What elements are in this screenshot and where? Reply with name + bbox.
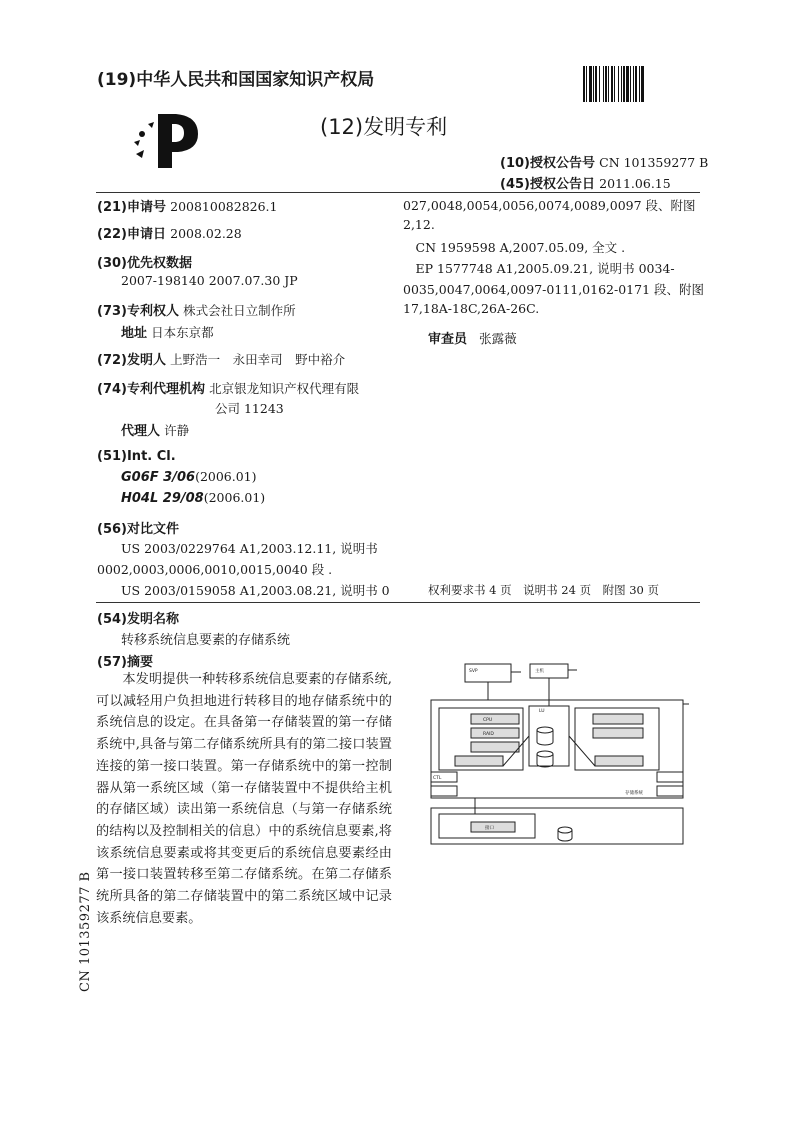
agency-row [97,378,359,397]
application-number-label: (21)申请号 [97,200,166,215]
agency-label: (74)专利代理机构 [97,382,205,397]
barcode-stripe [644,66,645,102]
agent: 许静 [164,423,190,438]
publication-number: CN 101359277 B [599,155,709,170]
patentee: 株式会社日立制作所 [183,303,296,318]
reference-cont-line-5: 0035,0047,0064,0097-0111,0162-0171 段、附图 [403,282,704,297]
reference-line-2: 0002,0003,0006,0010,0015,0040 段 . [97,562,333,577]
application-number: 200810082826.1 [170,199,278,214]
examiner: 张露薇 [479,331,517,346]
application-date: 2008.02.28 [170,226,242,241]
barcode [583,66,701,102]
references-label: (56)对比文件 [97,522,179,537]
office-name: (19)中华人民共和国国家知识产权局 [97,70,375,90]
document-type: (12)发明专利 [320,115,448,139]
abstract-text: 本发明提供一种转移系统信息要素的存储系统,可以减轻用户负担地进行转移目的地存储系统中的系统信息的设定。在具备第一存储装置的第一存储系统中,具备与第二存储系统所具有的第二接口装置连接的第一接口装置。第一存储系统中的第一控制器从第一系统区域（第一存储装置中不提供给主机的存储区域）读出第一系统信息（与第一存储系统的结构以及控制相关的信息）中的系统信息要素,将该系统信息要素或将其变更后的系统信息要素经由第一接口装置转移至第二存储系统。在第二存储系统所具备的第二存储装置中的第二系统区域中记录该系统信息要素。 [96,672,392,926]
fig-label-cpu: CPU [483,718,493,723]
inventors: 上野浩一 永田幸司 野中裕介 [170,352,346,367]
abstract-figure [425,660,693,850]
invention-title: 转移系统信息要素的存储系统 [121,633,291,648]
page-counts: 权利要求书 4 页 说明书 24 页 附图 30 页 [428,583,660,597]
application-date-label: (22)申请日 [97,227,166,242]
publication-number-label: (10)授权公告号 [500,156,595,171]
fig-label-raid: RAID [483,732,494,737]
address-label: 地址 [121,326,148,341]
bib-divider [96,602,700,603]
intcl-2-version: (2006.01) [203,490,266,505]
reference-line-3: US 2003/0159058 A1,2003.08.21, 说明书 0 [121,583,390,598]
publication-date-label: (45)授权公告日 [500,177,595,192]
publication-date-row [500,173,671,192]
application-number-row [97,196,278,215]
intcl-1-version: (2006.01) [195,469,257,484]
priority-data: 2007-198140 2007.07.30 JP [121,273,298,288]
fig-label-ctl: CTL [433,776,442,781]
agent-label: 代理人 [121,424,161,439]
fig-label-host: 主机 [535,669,544,674]
address-row [121,322,214,341]
side-publication-number: CN 101359277 B [78,871,93,992]
patentee-row [97,300,296,319]
patentee-label: (73)专利权人 [97,304,179,319]
inventors-label: (72)发明人 [97,353,166,368]
abstract-label: (57)摘要 [97,655,153,670]
agency-line2: 公司 11243 [215,401,284,416]
examiner-row [428,328,517,347]
reference-cont-line-2: 2,12. [403,217,435,232]
intcl-2-code: H04L 29/08 [121,491,204,506]
fig-label-interface: 接口 [485,826,494,831]
inventors-row [97,349,345,368]
reference-cont-line-4: EP 1577748 A1,2005.09.21, 说明书 0034- [403,261,675,276]
address: 日本东京都 [151,325,214,340]
fig-label-lu: LU [539,709,545,714]
intcl-2-row [121,490,265,506]
title-label: (54)发明名称 [97,612,179,627]
application-date-row [97,223,242,242]
reference-cont-line-6: 17,18A-18C,26A-26C. [403,301,540,316]
cnipa-logo [128,110,206,172]
intcl-1-code: G06F 3/06 [121,470,196,485]
agent-row [121,420,189,439]
priority-label: (30)优先权数据 [97,256,192,271]
agency-line1: 北京银龙知识产权代理有限 [209,381,360,396]
reference-cont-line-1: 027,0048,0054,0056,0074,0089,0097 段、附图 [403,198,696,213]
fig-label-svp: SVP [469,669,478,674]
publication-date: 2011.06.15 [599,176,671,191]
intcl-label: (51)Int. Cl. [97,449,176,464]
intcl-1-row [121,469,257,485]
header-divider [96,192,700,193]
reference-cont-line-3: CN 1959598 A,2007.05.09, 全文 . [403,240,626,255]
publication-number-row [500,152,708,171]
reference-line-1: US 2003/0229764 A1,2003.12.11, 说明书 [121,541,378,556]
fig-label-storage: 存储系统 [625,791,643,796]
examiner-label: 审查员 [428,332,468,347]
